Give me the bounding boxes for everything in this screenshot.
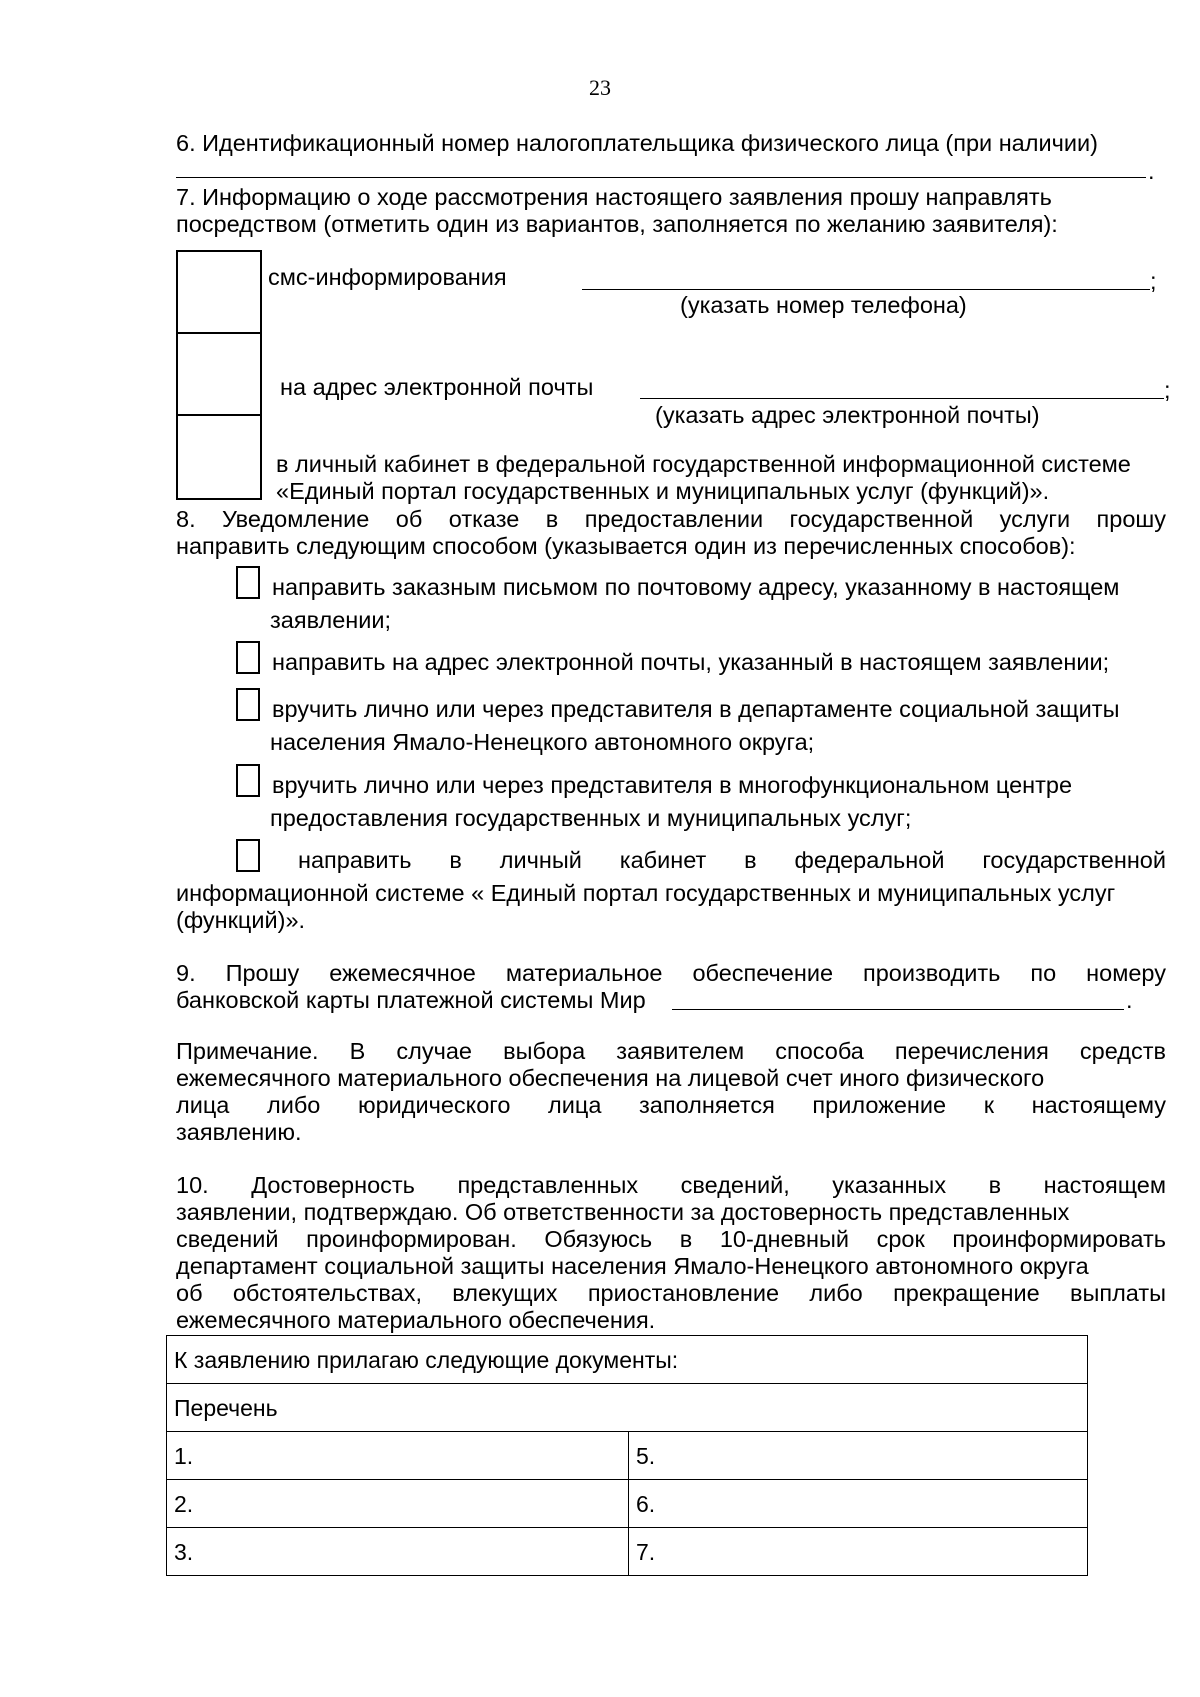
refusal-email-checkbox[interactable] — [236, 641, 260, 674]
notify-email-label: на адрес электронной почты — [280, 374, 594, 400]
inn-label: 6. Идентификационный номер налогоплательщика физического лица (при наличии) — [176, 130, 1098, 156]
table-row — [167, 1384, 1088, 1432]
bank-card-line1: 9. Прошу ежемесячное материальное обеспечение производить по номеру — [176, 960, 1166, 986]
refusal-heading-line2: направить следующим способом (указывается один из перечисленных способов): — [176, 533, 1076, 559]
refusal-department-checkbox[interactable] — [236, 688, 260, 721]
bank-card-end: . — [1126, 987, 1133, 1013]
notify-cabinet-label-line1: в личный кабинет в федеральной государственной информационной системе — [276, 451, 1131, 477]
refusal-cabinet-checkbox[interactable] — [236, 839, 260, 872]
confirm-line4: департамент социальной защиты населения Ямало-Ненецкого автономного округа — [176, 1253, 1089, 1279]
phone-input-line[interactable] — [582, 289, 1150, 290]
notify-cabinet-checkbox[interactable] — [176, 414, 262, 500]
docs-list-title-cell: Перечень — [167, 1384, 1088, 1432]
email-end: ; — [1164, 377, 1171, 403]
email-input-line[interactable] — [640, 398, 1164, 399]
refusal-cabinet-label-line2: информационной системе « Единый портал государственных и муниципальных услуг — [176, 880, 1116, 906]
refusal-department-label-line1: вручить лично или через представителя в департаменте социальной защиты — [272, 696, 1120, 722]
bank-card-input-line[interactable] — [672, 1009, 1124, 1010]
refusal-mail-label-line1: направить заказным письмом по почтовому адресу, указанному в настоящем — [272, 574, 1120, 600]
refusal-mfc-label-line1: вручить лично или через представителя в многофункциональном центре — [272, 772, 1073, 798]
table-row — [167, 1528, 1088, 1576]
confirm-line2: заявлении, подтверждаю. Об ответственности за достоверность представленных — [176, 1199, 1070, 1225]
notify-cabinet-label-line2: «Единый портал государственных и муниципальных услуг (функций)». — [276, 478, 1050, 504]
refusal-department-label-line2: населения Ямало-Ненецкого автономного округа; — [270, 729, 815, 755]
docs-header-cell: К заявлению прилагаю следующие документы: — [167, 1336, 1088, 1384]
note-line2: ежемесячного материального обеспечения на лицевой счет иного физического — [176, 1065, 1045, 1091]
note-line3: лица либо юридического лица заполняется приложение к настоящему — [176, 1092, 1166, 1118]
refusal-mail-checkbox[interactable] — [236, 566, 260, 599]
refusal-mfc-label-line2: предоставления государственных и муниципальных услуг; — [270, 805, 912, 831]
attached-documents-table — [166, 1335, 1088, 1576]
table-row — [167, 1480, 1088, 1528]
doc-cell-7[interactable]: 7. — [629, 1528, 1088, 1576]
refusal-cabinet-label-line3: (функций)». — [176, 907, 306, 933]
note-line4: заявлению. — [176, 1119, 302, 1145]
bank-card-line2: банковской карты платежной системы Мир — [176, 987, 646, 1013]
confirm-line3: сведений проинформирован. Обязуюсь в 10-дневный срок проинформировать — [176, 1226, 1166, 1252]
doc-cell-6[interactable]: 6. — [629, 1480, 1088, 1528]
refusal-mfc-checkbox[interactable] — [236, 764, 260, 797]
doc-cell-5[interactable]: 5. — [629, 1432, 1088, 1480]
doc-cell-3[interactable]: 3. — [167, 1528, 629, 1576]
table-row — [167, 1336, 1088, 1384]
sms-end: ; — [1150, 268, 1157, 294]
notify-email-checkbox[interactable] — [176, 332, 262, 416]
refusal-cabinet-label-line1: направить в личный кабинет в федеральной государственной — [298, 847, 1166, 873]
refusal-mail-label-line2: заявлении; — [270, 607, 392, 633]
refusal-email-label: направить на адрес электронной почты, указанный в настоящем заявлении; — [272, 649, 1110, 675]
phone-hint: (указать номер телефона) — [680, 292, 967, 318]
email-hint: (указать адрес электронной почты) — [655, 402, 1040, 428]
notify-sms-checkbox[interactable] — [176, 250, 262, 334]
refusal-heading-line1: 8. Уведомление об отказе в предоставлении государственной услуги прошу — [176, 506, 1166, 532]
notify-heading-line1: 7. Информацию о ходе рассмотрения настоящего заявления прошу направлять — [176, 184, 1052, 210]
table-row — [167, 1432, 1088, 1480]
page-number: 23 — [589, 75, 611, 100]
confirm-line1: 10. Достоверность представленных сведений, указанных в настоящем — [176, 1172, 1166, 1198]
confirm-line6: ежемесячного материального обеспечения. — [176, 1307, 656, 1333]
doc-cell-1[interactable]: 1. — [167, 1432, 629, 1480]
doc-cell-2[interactable]: 2. — [167, 1480, 629, 1528]
note-line1: Примечание. В случае выбора заявителем способа перечисления средств — [176, 1038, 1166, 1064]
inn-end-dot: . — [1148, 158, 1155, 184]
confirm-line5: об обстоятельствах, влекущих приостановление либо прекращение выплаты — [176, 1280, 1166, 1306]
inn-input-line[interactable] — [176, 177, 1146, 178]
notify-sms-label: смс-информирования — [268, 264, 507, 290]
notify-heading-line2: посредством (отметить один из вариантов, заполняется по желанию заявителя): — [176, 211, 1058, 237]
